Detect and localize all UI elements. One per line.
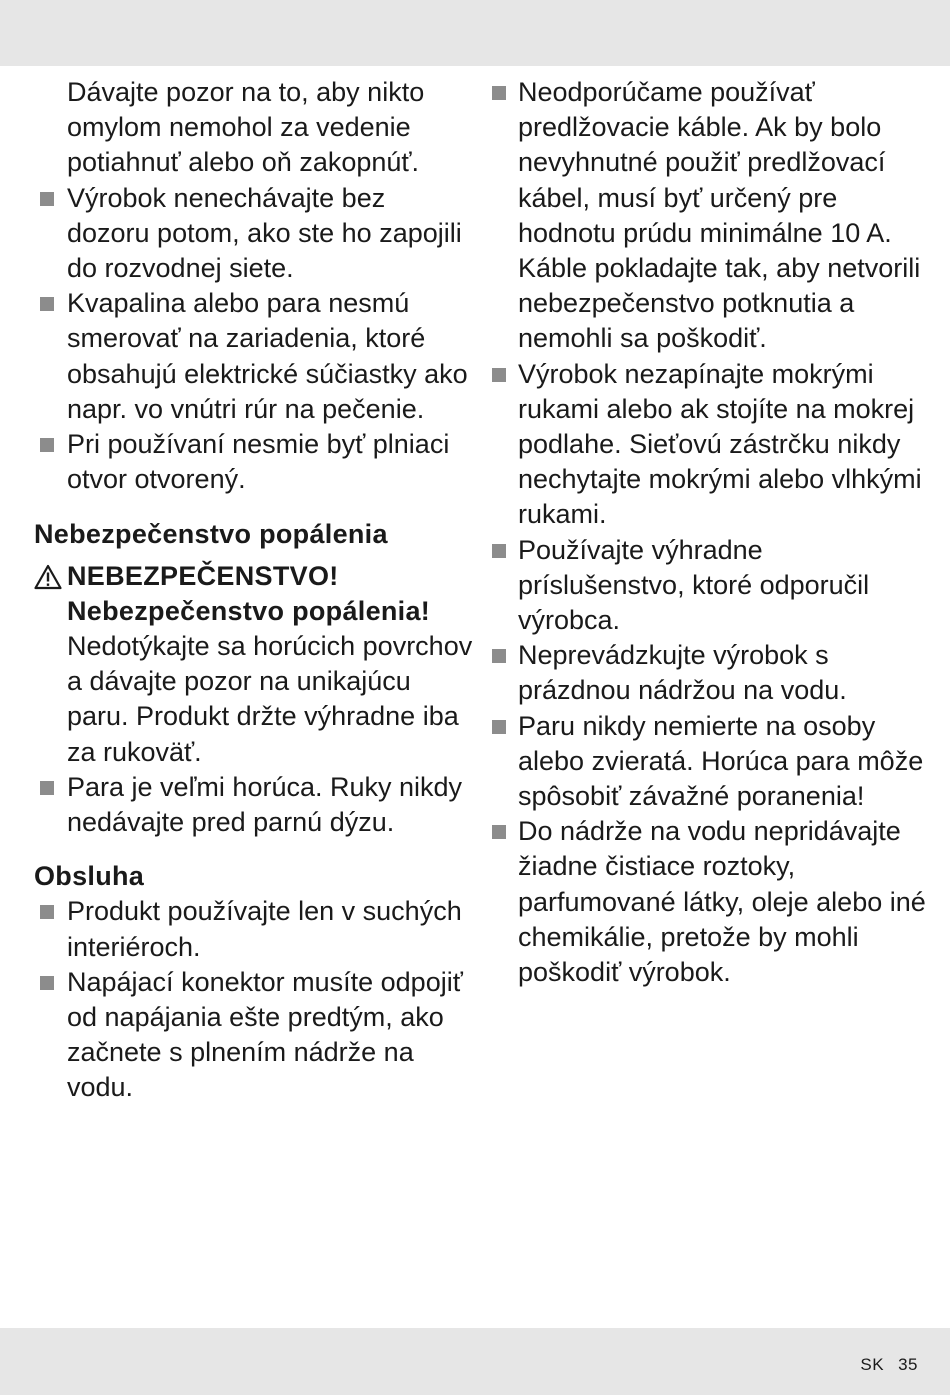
warning-block xyxy=(34,559,474,770)
square-bullet-icon xyxy=(40,905,54,919)
list-item-text: Produkt používajte len v suchých interiéroch. xyxy=(67,896,462,962)
square-bullet-icon xyxy=(40,438,54,452)
list-item xyxy=(488,638,928,708)
list-item xyxy=(34,965,474,1106)
square-bullet-icon xyxy=(40,976,54,990)
page-footer xyxy=(846,1355,918,1375)
list-item xyxy=(488,814,928,990)
list-item xyxy=(488,75,928,357)
list-item-text: Neprevádzkujte výrobok s prázdnou nádržou na vodu. xyxy=(518,640,847,706)
footer-band xyxy=(0,1328,950,1395)
right-column xyxy=(488,75,928,990)
warning-triangle-icon xyxy=(34,564,62,590)
list-item-text: Pri používaní nesmie byť plniaci otvor otvorený. xyxy=(67,429,450,495)
square-bullet-icon xyxy=(492,825,506,839)
list-item-text: Výrobok nezapínajte mokrými rukami alebo ak stojíte na mokrej podlahe. Sieťovú zástrčku nikdy nechytajte mokrými alebo vlhkými rukami. xyxy=(518,358,922,530)
list-item xyxy=(34,181,474,287)
list-item xyxy=(34,286,474,427)
safety-list-1 xyxy=(34,181,474,498)
operation-list xyxy=(34,894,474,1105)
list-item xyxy=(488,709,928,815)
list-item xyxy=(34,894,474,964)
list-item xyxy=(488,533,928,639)
list-item-text: Kvapalina alebo para nesmú smerovať na zariadenia, ktoré obsahujú elektrické súčiastky ako napr. vo vnútri rúr na pečenie. xyxy=(67,288,468,424)
safety-list-2 xyxy=(34,770,474,840)
square-bullet-icon xyxy=(40,297,54,311)
list-item xyxy=(34,770,474,840)
list-item-text: Para je veľmi horúca. Ruky nikdy nedávajte pred parnú dýzu. xyxy=(67,771,463,838)
list-item-text: Napájací konektor musíte odpojiť od napájania ešte predtým, ako začnete s plnením nádrže na vodu. xyxy=(67,966,463,1103)
square-bullet-icon xyxy=(492,649,506,663)
list-item-text: Neodporúčame používať predlžovacie káble. Ak by bolo nevyhnutné použiť predlžovací kábel, musí byť určený pre hodnotu prúdu minimálne 10 A. Káble pokladajte tak, aby netvorili nebezpečenstvo potknutia a nemohli sa poškodiť. xyxy=(518,77,921,354)
square-bullet-icon xyxy=(492,86,506,100)
square-bullet-icon xyxy=(492,720,506,734)
list-item-text: Paru nikdy nemierte na osoby alebo zvieratá. Horúca para môže spôsobiť závažné poranenia! xyxy=(518,710,924,812)
list-item-text: Používajte výhradne príslušenstvo, ktoré odporučil výrobca. xyxy=(518,534,870,636)
section-heading-burn: Nebezpečenstvo popálenia xyxy=(34,519,388,550)
section-heading-operation: Obsluha xyxy=(34,861,145,892)
page-number: 35 xyxy=(898,1355,918,1374)
warning-title: NEBEZPEČENSTVO! xyxy=(67,560,339,591)
warning-text: Nedotýkajte sa horúcich povrchov a dávajte pozor na unikajúcu paru. Produkt držte výhradne iba za rukoväť. xyxy=(67,631,473,767)
square-bullet-icon xyxy=(492,544,506,558)
square-bullet-icon xyxy=(40,192,54,206)
left-column xyxy=(34,75,474,1106)
square-bullet-icon xyxy=(492,368,506,382)
list-item xyxy=(34,427,474,497)
list-item-text: Do nádrže na vodu nepridávajte žiadne čistiace roztoky, parfumované látky, oleje alebo iné chemikálie, pretože by mohli poškodiť výrobok. xyxy=(518,816,926,988)
language-code: SK xyxy=(860,1355,885,1374)
list-item-text: Výrobok nenechávajte bez dozoru potom, ako ste ho zapojili do rozvodnej siete. xyxy=(67,182,462,284)
intro-paragraph: Dávajte pozor na to, aby nikto omylom nemohol za vedenie potiahnuť alebo oň zakopnúť. xyxy=(67,77,425,178)
square-bullet-icon xyxy=(40,781,54,795)
list-item xyxy=(488,357,928,533)
header-band xyxy=(0,0,950,66)
warning-subtitle: Nebezpečenstvo popálenia! xyxy=(67,595,431,626)
